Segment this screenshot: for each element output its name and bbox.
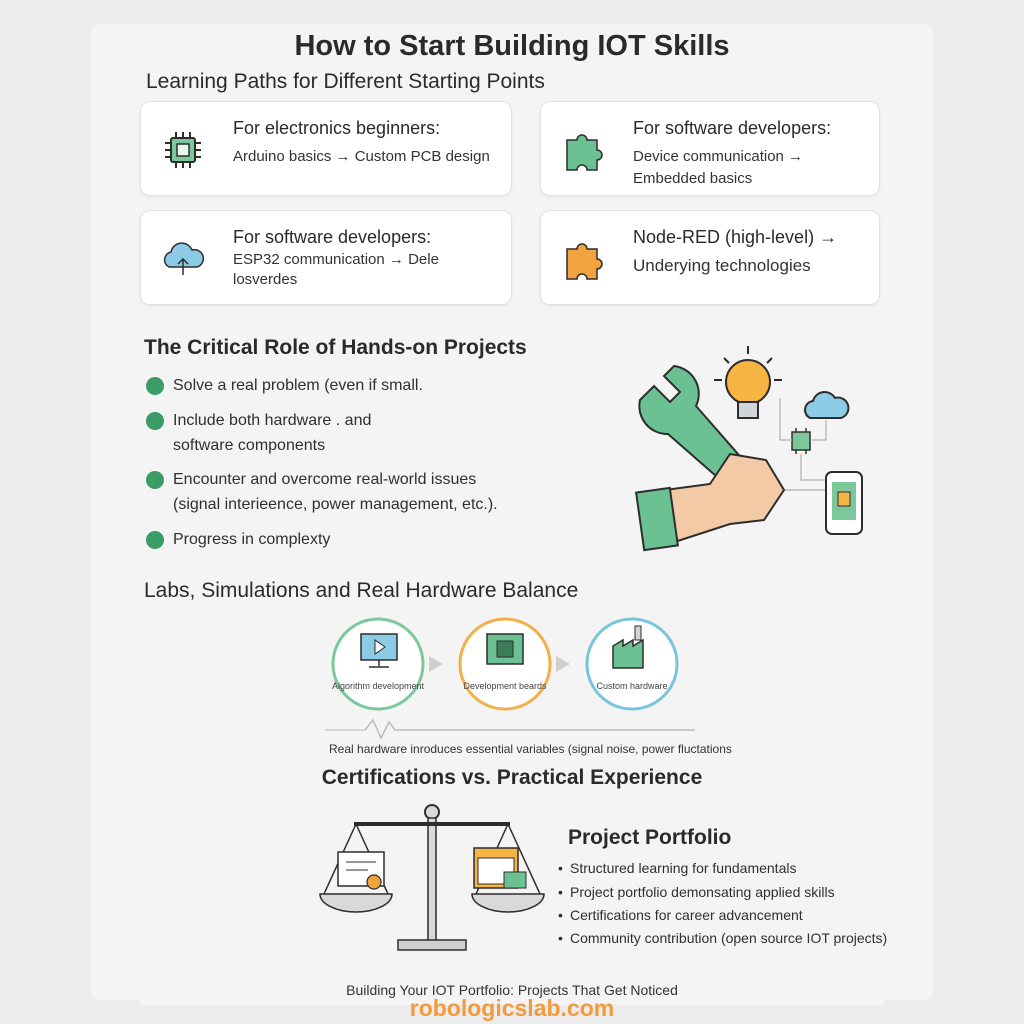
portfolio-bullet: • Community contribution (open source IOT projects) <box>558 930 888 946</box>
circuit-board-icon <box>487 634 523 664</box>
hands-on-illustration <box>630 340 880 560</box>
puzzle-icon <box>557 124 609 176</box>
portfolio-title: Project Portfolio <box>568 826 732 849</box>
chip-icon <box>157 124 209 176</box>
path-card-nodered <box>540 210 880 305</box>
portfolio-bullet: • Certifications for career advancement <box>558 907 803 923</box>
portfolio-bullet: • Structured learning for fundamentals <box>558 860 797 876</box>
footer-note: Building Your IOT Portfolio: Projects That Get Noticed <box>346 982 678 998</box>
cloud-icon <box>805 392 848 418</box>
phone-icon <box>826 472 862 534</box>
card-line: Device communication → <box>633 148 804 165</box>
balance-heading: Labs, Simulations and Real Hardware Balance <box>144 579 579 602</box>
card-line-2: losverdes <box>233 271 298 288</box>
card-title: For electronics beginners: <box>233 118 441 138</box>
cloud-icon <box>157 233 209 285</box>
chip-icon <box>792 428 810 454</box>
stage-label: Custom hardware <box>596 681 668 691</box>
path-card-software-1 <box>540 101 880 196</box>
card-line-2: Embedded basics <box>633 170 753 187</box>
brand-link[interactable]: robologicslab.com <box>409 995 615 1021</box>
check-icon <box>146 412 164 430</box>
hands-on-heading: The Critical Role of Hands-on Projects <box>144 336 527 359</box>
folder-code-icon <box>474 848 526 888</box>
puzzle-orange-icon <box>557 233 609 285</box>
card-title: Node-RED (high-level) → <box>633 227 838 247</box>
portfolio-bullet: • Project portfolio demonsating applied skills <box>558 884 835 900</box>
scale-illustration <box>318 802 548 954</box>
certifications-heading: Certifications vs. Practical Experience <box>321 766 703 789</box>
card-line: ESP32 communication → Dele <box>233 251 439 268</box>
path-card-electronics <box>140 101 512 196</box>
card-title: For software developers: <box>233 227 432 247</box>
page-title: How to Start Building IOT Skills <box>294 30 730 62</box>
stage-label: Algorithm development <box>331 681 425 691</box>
check-icon <box>146 377 164 395</box>
learning-paths-heading: Learning Paths for Different Starting Points <box>146 70 545 93</box>
check-icon <box>146 471 164 489</box>
card-title: For software developers: <box>633 118 832 138</box>
card-line: Arduino basics → Custom PCB design <box>233 148 490 165</box>
path-card-software-2 <box>140 210 512 305</box>
lightbulb-icon <box>714 346 782 418</box>
balance-flow <box>325 612 695 742</box>
stage-label: Development beards <box>463 681 547 691</box>
card-line: Underying technologies <box>633 256 811 275</box>
check-icon <box>146 531 164 549</box>
certificate-icon <box>338 852 384 889</box>
balance-note: Real hardware inroduces essential variables (signal noise, power fluctations <box>329 742 732 756</box>
